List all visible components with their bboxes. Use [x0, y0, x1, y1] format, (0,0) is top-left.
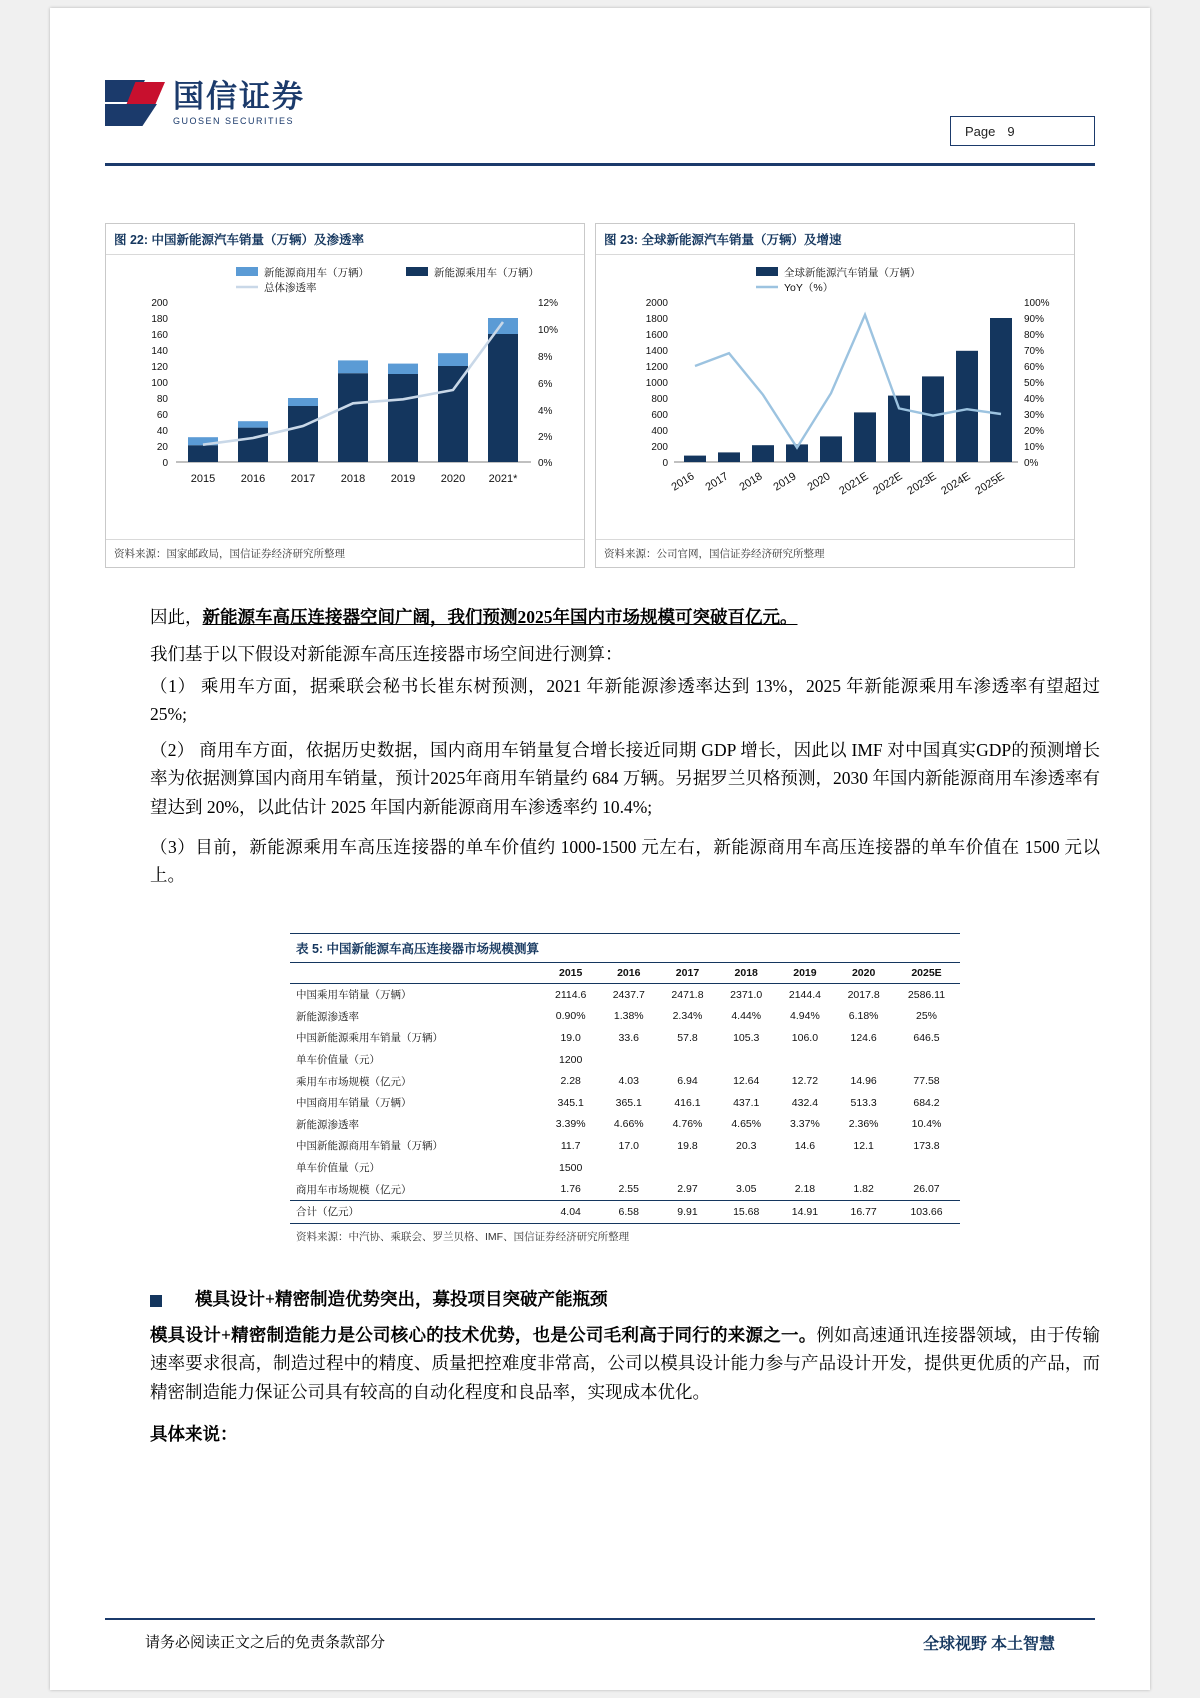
- svg-text:4%: 4%: [538, 406, 553, 417]
- cell: 1200: [559, 1053, 583, 1066]
- cell: 10.4%: [911, 1118, 942, 1131]
- page-header: [50, 8, 1150, 168]
- row-label: 中国新能源乘用车销量（万辆）: [296, 1032, 443, 1045]
- cell: 432.4: [791, 1096, 819, 1109]
- cell: 25%: [915, 1010, 937, 1023]
- svg-text:1200: 1200: [645, 362, 668, 373]
- cell: 173.8: [913, 1139, 940, 1152]
- th-2018: 2018: [717, 963, 776, 984]
- cell: 2.97: [677, 1183, 698, 1196]
- figure-23: [595, 223, 1075, 568]
- cell: [776, 1157, 835, 1179]
- svg-text:8%: 8%: [538, 352, 553, 363]
- logo-mark-icon: [105, 80, 165, 126]
- cell: 6.94: [677, 1075, 698, 1088]
- cell: [599, 1157, 658, 1179]
- section-closing: 具体来说：: [150, 1424, 238, 1444]
- cell: 2.18: [794, 1183, 816, 1196]
- svg-text:YoY（%）: YoY（%）: [784, 282, 834, 294]
- cell: 3.05: [735, 1183, 757, 1196]
- market-size-table: [290, 963, 960, 1224]
- cell: 124.6: [850, 1031, 877, 1044]
- table-row: [290, 1178, 960, 1200]
- cell: 2017.8: [847, 988, 880, 1001]
- svg-text:6%: 6%: [538, 379, 553, 390]
- svg-text:200: 200: [151, 298, 168, 309]
- cell: 2471.8: [671, 988, 704, 1001]
- row-label: 新能源渗透率: [296, 1118, 359, 1131]
- svg-text:60: 60: [156, 410, 168, 421]
- svg-text:140: 140: [151, 346, 168, 357]
- svg-text:800: 800: [651, 394, 668, 405]
- company-logo: [105, 80, 305, 126]
- svg-text:80%: 80%: [1024, 330, 1045, 341]
- cell: 4.94%: [790, 1010, 820, 1023]
- table-row: [290, 1070, 960, 1092]
- figure-22-plot: [106, 254, 584, 539]
- table-source: 资料来源：中汽协、乘联会、罗兰贝格、IMF、国信证券经济研究所整理: [296, 1230, 630, 1243]
- cell: 2.34%: [672, 1010, 703, 1023]
- table-row: [290, 1092, 960, 1114]
- svg-text:0: 0: [662, 458, 668, 469]
- page-label: Page: [965, 123, 996, 139]
- svg-text:30%: 30%: [1024, 410, 1045, 421]
- svg-text:2025E: 2025E: [973, 470, 1007, 498]
- figure-row: [50, 223, 1050, 568]
- section-paragraph-rest: 例如高速通讯连接器领域，由于传输速率要求很高，制造过程中的精度、质量把控难度非常高，公司以模具设计能力参与产品设计开发，提供更优质的产品，而精密制造能力保证公司具有较高的自动化程度和良品率，实现成本优化。: [150, 1325, 1100, 1402]
- cell: 26.07: [913, 1183, 940, 1196]
- svg-text:20: 20: [156, 442, 168, 453]
- row-label: 中国新能源商用车销量（万辆）: [296, 1140, 443, 1153]
- cell: 4.65%: [731, 1118, 762, 1131]
- svg-text:0: 0: [162, 458, 168, 469]
- cell: 1.76: [560, 1183, 581, 1196]
- svg-text:1000: 1000: [645, 378, 668, 389]
- document-page: [50, 8, 1150, 1690]
- svg-text:70%: 70%: [1024, 346, 1045, 357]
- cell: 0.90%: [555, 1010, 586, 1023]
- table-title: 表 5: 中国新能源车高压连接器市场规模测算: [290, 933, 960, 963]
- svg-text:2000: 2000: [645, 298, 668, 309]
- cell: 646.5: [913, 1031, 940, 1044]
- svg-text:40: 40: [156, 426, 168, 437]
- row-label: 合计（亿元）: [290, 1200, 542, 1223]
- svg-text:2017: 2017: [703, 470, 731, 494]
- footer-slogan: 全球视野 本土智慧: [922, 1636, 1055, 1653]
- footer-disclaimer: 请务必阅读正文之后的免责条款部分: [145, 1635, 386, 1651]
- cell: [834, 1157, 893, 1179]
- cell: 11.7: [560, 1139, 581, 1152]
- svg-text:100%: 100%: [1024, 298, 1050, 309]
- cell: 103.66: [893, 1200, 960, 1223]
- svg-text:2%: 2%: [538, 432, 553, 443]
- header-divider: [105, 163, 1095, 166]
- cell: 12.72: [791, 1075, 819, 1088]
- svg-text:2018: 2018: [340, 473, 366, 485]
- svg-text:20%: 20%: [1024, 426, 1045, 437]
- svg-text:600: 600: [651, 410, 668, 421]
- svg-text:50%: 50%: [1024, 378, 1045, 389]
- cell: 4.04: [542, 1200, 599, 1223]
- row-label: 商用车市场规模（亿元）: [296, 1183, 412, 1196]
- table-header-row: [290, 963, 960, 984]
- assumption-intro: 我们基于以下假设对新能源车高压连接器市场空间进行测算：: [150, 644, 623, 664]
- svg-text:全球新能源汽车销量（万辆）: 全球新能源汽车销量（万辆）: [784, 267, 921, 279]
- svg-text:2021E: 2021E: [837, 470, 871, 498]
- cell: 513.3: [850, 1096, 877, 1109]
- svg-text:160: 160: [151, 330, 168, 341]
- svg-text:10%: 10%: [538, 325, 559, 336]
- cell: [717, 1049, 776, 1071]
- lead-prefix: 因此，: [150, 607, 203, 627]
- cell: 20.3: [735, 1139, 757, 1152]
- svg-text:2017: 2017: [290, 473, 316, 485]
- cell: 2.36%: [848, 1118, 879, 1131]
- table-row: [290, 984, 960, 1006]
- table-row: [290, 1114, 960, 1136]
- cell: 14.91: [776, 1200, 835, 1223]
- cell: 6.58: [599, 1200, 658, 1223]
- figure-22: [105, 223, 585, 568]
- page-number-box: [950, 116, 1095, 146]
- cell: [776, 1049, 835, 1071]
- svg-text:200: 200: [651, 442, 668, 453]
- svg-text:40%: 40%: [1024, 394, 1045, 405]
- svg-text:2021*: 2021*: [488, 473, 518, 485]
- table-row: [290, 1006, 960, 1028]
- lead-paragraph: [150, 603, 1100, 631]
- table-row: [290, 1027, 960, 1049]
- cell: 437.1: [733, 1096, 760, 1109]
- cell: 12.64: [733, 1075, 760, 1088]
- svg-text:0%: 0%: [1024, 458, 1039, 469]
- logo-text-en: GUOSEN SECURITIES: [173, 116, 295, 126]
- cell: 1500: [559, 1161, 583, 1174]
- cell: 77.58: [913, 1075, 940, 1088]
- table-row: [290, 1157, 960, 1179]
- svg-text:0%: 0%: [538, 458, 553, 469]
- cell: 6.18%: [848, 1010, 879, 1023]
- row-label: 单车价值量（元）: [296, 1054, 380, 1067]
- figure-23-source: 资料来源：公司官网，国信证券经济研究所整理: [596, 539, 1074, 567]
- page-number: 9: [1007, 123, 1015, 139]
- th-2025e: 2025E: [893, 963, 960, 984]
- cell: 4.66%: [613, 1118, 644, 1131]
- th-2019: 2019: [776, 963, 835, 984]
- svg-text:1400: 1400: [645, 346, 668, 357]
- figure-23-caption: 图 23: 全球新能源汽车销量（万辆）及增速: [596, 224, 1074, 255]
- cell: [658, 1049, 717, 1071]
- cell: 1.38%: [613, 1010, 644, 1023]
- svg-text:2018: 2018: [737, 470, 765, 494]
- cell: 4.03: [618, 1075, 639, 1088]
- svg-text:180: 180: [151, 314, 168, 325]
- cell: [717, 1157, 776, 1179]
- cell: 57.8: [677, 1031, 698, 1044]
- cell: [599, 1049, 658, 1071]
- section-paragraph: [150, 1321, 1100, 1406]
- svg-text:2020: 2020: [440, 473, 466, 485]
- svg-text:90%: 90%: [1024, 314, 1045, 325]
- th-2017: 2017: [658, 963, 717, 984]
- footer-divider: [105, 1618, 1095, 1620]
- svg-text:10%: 10%: [1024, 442, 1045, 453]
- section-heading: 模具设计+精密制造优势突出，募投项目突破产能瓶颈: [195, 1289, 608, 1309]
- svg-text:2019: 2019: [771, 470, 799, 494]
- cell: 2144.4: [788, 988, 821, 1001]
- row-label: 单车价值量（元）: [296, 1162, 380, 1175]
- row-label: 中国乘用车销量（万辆）: [296, 989, 412, 1002]
- th-2020: 2020: [834, 963, 893, 984]
- table-row: [290, 1049, 960, 1071]
- lead-highlight: 新能源车高压连接器空间广阔，我们预测2025年国内市场规模可突破百亿元。: [202, 607, 798, 627]
- svg-text:2023E: 2023E: [905, 470, 939, 498]
- svg-text:2015: 2015: [190, 473, 216, 485]
- th-2016: 2016: [599, 963, 658, 984]
- cell: [658, 1157, 717, 1179]
- svg-text:1800: 1800: [645, 314, 668, 325]
- cell: [834, 1049, 893, 1071]
- cell: 3.37%: [790, 1118, 820, 1131]
- svg-text:2022E: 2022E: [871, 470, 905, 498]
- svg-text:400: 400: [651, 426, 668, 437]
- th-2015: 2015: [542, 963, 599, 984]
- svg-text:2019: 2019: [390, 473, 416, 485]
- cell: 9.91: [658, 1200, 717, 1223]
- cell: 19.0: [560, 1031, 581, 1044]
- cell: 2114.6: [555, 988, 587, 1001]
- svg-text:2016: 2016: [240, 473, 266, 485]
- cell: 2.28: [560, 1075, 581, 1088]
- svg-text:总体渗透率: 总体渗透率: [264, 282, 317, 294]
- cell: 345.1: [557, 1096, 584, 1109]
- cell: 2371.0: [730, 988, 763, 1001]
- svg-text:12%: 12%: [538, 298, 559, 309]
- figure-23-plot: [596, 254, 1074, 539]
- section-bullet-icon: [150, 1295, 162, 1307]
- cell: [893, 1049, 960, 1071]
- row-label: 中国商用车销量（万辆）: [296, 1097, 412, 1110]
- svg-text:2020: 2020: [805, 470, 833, 494]
- cell: 19.8: [677, 1139, 698, 1152]
- svg-text:2024E: 2024E: [939, 470, 973, 498]
- cell: 1.82: [853, 1183, 874, 1196]
- svg-text:新能源商用车（万辆）: 新能源商用车（万辆）: [264, 267, 369, 279]
- svg-text:120: 120: [151, 362, 168, 373]
- svg-text:80: 80: [156, 394, 168, 405]
- cell: 684.2: [913, 1096, 940, 1109]
- cell: 14.96: [850, 1075, 877, 1088]
- cell: 2.55: [618, 1183, 639, 1196]
- figure-22-caption: 图 22: 中国新能源汽车销量（万辆）及渗透率: [106, 224, 584, 255]
- cell: 3.39%: [555, 1118, 586, 1131]
- cell: 16.77: [834, 1200, 893, 1223]
- row-label: 新能源渗透率: [296, 1010, 359, 1023]
- svg-text:60%: 60%: [1024, 362, 1045, 373]
- svg-text:1600: 1600: [645, 330, 668, 341]
- assumption-2: （2） 商用车方面，依据历史数据，国内商用车销量复合增长接近同期 GDP 增长，因此以 IMF 对中国真实GDP的预测增长率为依据测算国内商用车销量，预计2025年商用车销量约 684 万辆。另据罗兰贝格预测，2030 年国内新能源商用车渗透率有望达到 20%，以此估计 2025 年国内新能源商用车渗透率约 10.4%;: [150, 740, 1100, 817]
- cell: 365.1: [615, 1096, 642, 1109]
- cell: 4.44%: [731, 1010, 762, 1023]
- cell: 33.6: [618, 1031, 639, 1044]
- section-paragraph-bold: 模具设计+精密制造能力是公司核心的技术优势，也是公司毛利高于同行的来源之一。: [150, 1325, 817, 1345]
- assumption-1: （1） 乘用车方面，据乘联会秘书长崔东树预测，2021 年新能源渗透率达到 13%，2025 年新能源乘用车渗透率有望超过 25%;: [150, 676, 1100, 725]
- table-5: [290, 933, 960, 1244]
- cell: 15.68: [717, 1200, 776, 1223]
- cell: 105.3: [733, 1031, 760, 1044]
- cell: 106.0: [791, 1031, 819, 1044]
- cell: 4.76%: [672, 1118, 703, 1131]
- cell: 2586.11: [907, 988, 946, 1001]
- svg-text:新能源乘用车（万辆）: 新能源乘用车（万辆）: [434, 267, 539, 279]
- cell: 12.1: [853, 1139, 874, 1152]
- figure-22-source: 资料来源：国家邮政局，国信证券经济研究所整理: [106, 539, 584, 567]
- svg-text:2016: 2016: [669, 470, 697, 494]
- cell: 2437.7: [612, 988, 645, 1001]
- svg-text:100: 100: [151, 378, 168, 389]
- cell: [893, 1157, 960, 1179]
- cell: 14.6: [794, 1139, 816, 1152]
- assumption-3: （3）目前，新能源乘用车高压连接器的单车价值约 1000-1500 元左右，新能源商用车高压连接器的单车价值在 1500 元以上。: [150, 837, 1100, 886]
- logo-text-cn: 国信证券: [173, 79, 305, 114]
- th-label: [290, 963, 542, 984]
- cell: 416.1: [674, 1096, 701, 1109]
- table-total-row: [290, 1200, 960, 1223]
- table-row: [290, 1135, 960, 1157]
- row-label: 乘用车市场规模（亿元）: [296, 1075, 412, 1088]
- cell: 17.0: [618, 1139, 639, 1152]
